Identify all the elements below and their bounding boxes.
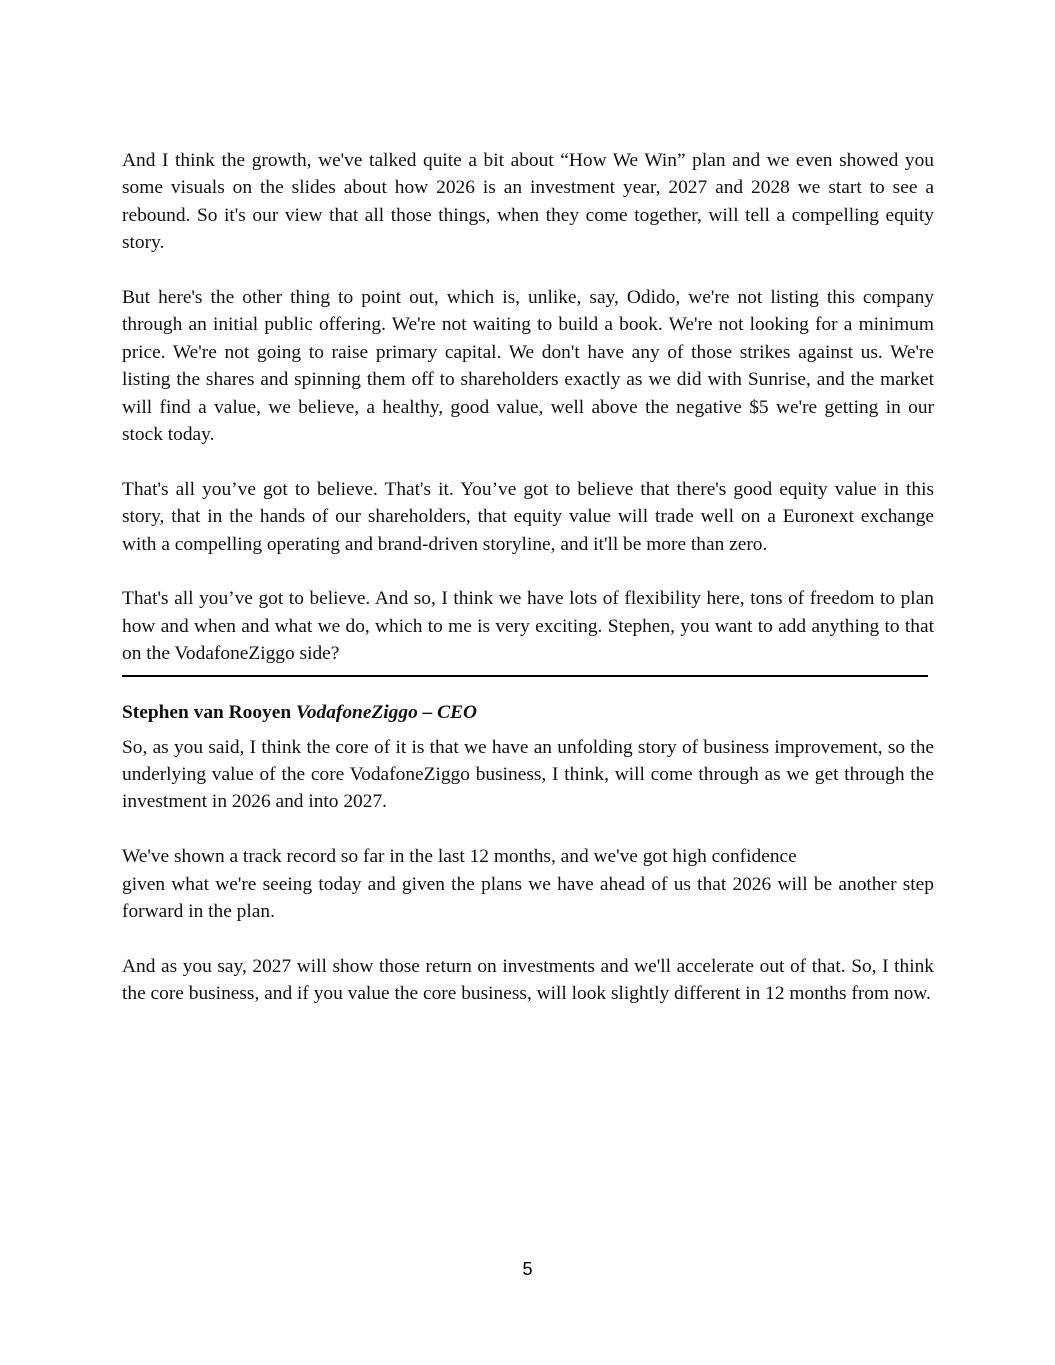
speaker-name: Stephen van Rooyen [122,701,292,723]
transcript-paragraph: And I think the growth, we've talked quite a bit about “How We Win” plan and we even showed you some visuals on the slides about how 2026 is an investment year, 2027 and 2028 we start to see a rebound. So it's our view that all those things, when they come together, will tell a compelling equity story. [122,150,934,254]
transcript-paragraph: given what we're seeing today and given the plans we have ahead of us that 2026 will be another step forward in the plan. [122,873,934,923]
transcript-paragraph: So, as you said, I think the core of it is that we have an unfolding story of business improvement, so the underlying value of the core VodafoneZiggo business, I think, will come through as we get through the investment in 2026 and into 2027. [122,736,934,813]
transcript-body [122,147,934,1008]
page-number: 5 [522,1259,533,1279]
transcript-paragraph: That's all you’ve got to believe. That's it. You’ve got to believe that there's good equity value in this story, that in the hands of our shareholders, that equity value will trade well on a Euronext exchange with a compelling operating and brand-driven storyline, and it'll be more than zero. [122,478,934,555]
transcript-paragraph: We've shown a track record so far in the last 12 months, and we've got high confidence [122,846,797,868]
speaker-affiliation: VodafoneZiggo – CEO [296,701,478,723]
transcript-paragraph: And as you say, 2027 will show those return on investments and we'll accelerate out of that. So, I think the core business, and if you value the core business, will look slightly different in 12 months from now. [122,955,934,1005]
transcript-paragraph: But here's the other thing to point out, which is, unlike, say, Odido, we're not listing this company through an initial public offering. We're not waiting to build a book. We're not looking for a minimum price. We're not going to raise primary capital. We don't have any of those strikes against us. We're listing the shares and spinning them off to shareholders exactly as we did with Sunrise, and the market will find a value, we believe, a healthy, good value, well above the negative $5 we're getting in our stock today. [122,287,934,446]
section-divider [122,675,928,677]
transcript-paragraph: That's all you’ve got to believe. And so, I think we have lots of flexibility here, tons of freedom to plan how and when and what we do, which to me is very exciting. Stephen, you want to add anything to that on the VodafoneZiggo side? [122,588,934,665]
speaker-heading [122,703,934,723]
